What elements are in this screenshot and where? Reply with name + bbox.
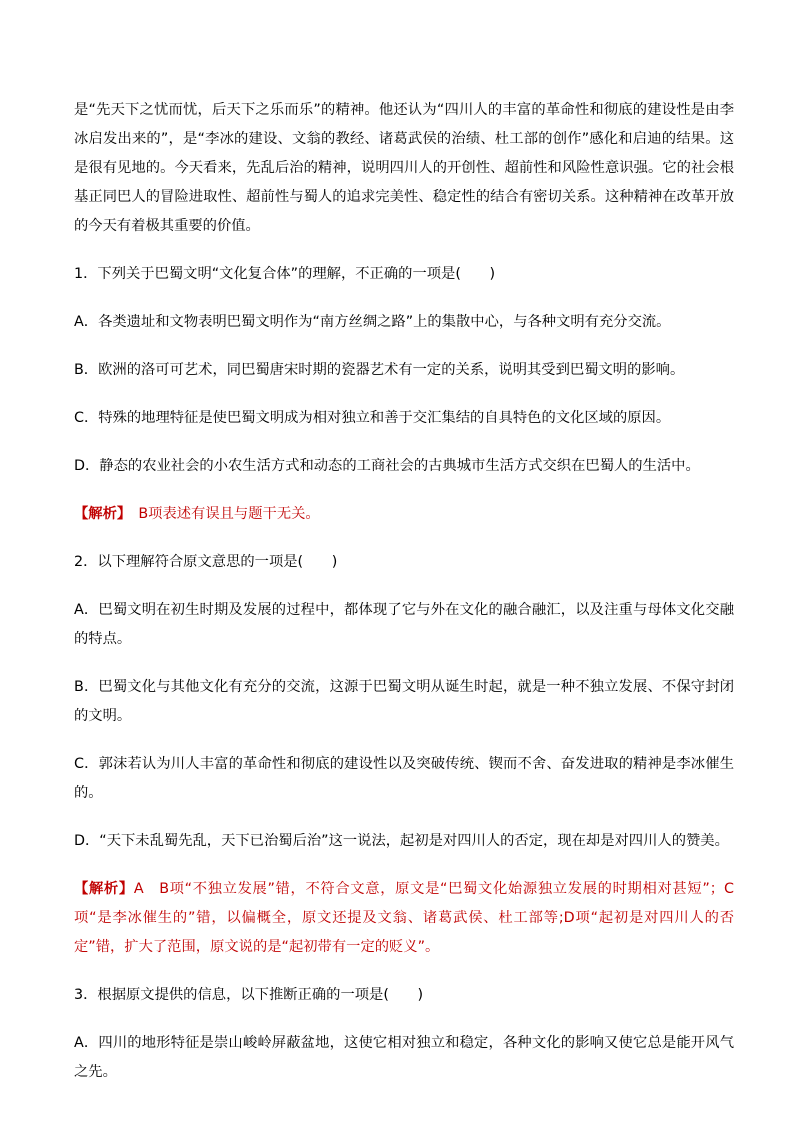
question-2-option-c: C．郭沫若认为川人丰富的革命性和彻底的建设性以及突破传统、锲而不舍、奋发进取的精神是李冰催生的。 <box>74 756 734 801</box>
question-3-stem: 3．根据原文提供的信息，以下推断正确的一项是( ) <box>74 987 424 1003</box>
question-2-option-a: A．巴蜀文明在初生时期及发展的过程中，都体现了它与外在文化的融合融汇，以及注重与母体文化交融的特点。 <box>74 602 734 647</box>
question-1-option-c: C．特殊的地理特征是使巴蜀文明成为相对独立和善于交汇集结的自具特色的文化区域的原因。 <box>74 410 671 426</box>
question-2-option-b: B．巴蜀文化与其他文化有充分的交流，这源于巴蜀文明从诞生时起，就是一种不独立发展、不保守封闭的文明。 <box>74 679 734 724</box>
analysis-text: B项表述有误且与题干无关。 <box>124 506 320 522</box>
analysis-tag: 【解析】 <box>74 881 134 897</box>
question-2-analysis <box>74 875 734 962</box>
question-1-option-d: D．静态的农业社会的小农生活方式和动态的工商社会的古典城市生活方式交织在巴蜀人的生活中。 <box>74 458 700 474</box>
question-3-option-a: A．四川的地形特征是崇山峻岭屏蔽盆地，这使它相对独立和稳定，各种文化的影响又使它总是能开风气之先。 <box>74 1035 734 1080</box>
analysis-tag: 【解析】 <box>74 506 125 522</box>
document-body <box>74 96 734 1087</box>
question-2-stem: 2．以下理解符合原文意思的一项是( ) <box>74 554 338 570</box>
question-1-option-a: A．各类遗址和文物表明巴蜀文明作为“南方丝绸之路”上的集散中心，与各种文明有充分交流。 <box>74 314 671 330</box>
question-1-option-b: B．欧洲的洛可可艺术，同巴蜀唐宋时期的瓷器艺术有一定的关系，说明其受到巴蜀文明的影响。 <box>74 362 685 378</box>
intro-paragraph: 是“先天下之忧而忧，后天下之乐而乐”的精神。他还认为“四川人的丰富的革命性和彻底的建设性是由李冰启发出来的”，是“李冰的建设、文翁的教经、诸葛武侯的治绩、杜工部的创作”感化和启迪的结果。这是很有见地的。今天看来，先乱后治的精神，说明四川人的开创性、超前性和风险性意识强。它的社会根基正同巴人的冒险进取性、超前性与蜀人的追求完美性、稳定性的结合有密切关系。这种精神在改革开放的今天有着极其重要的价值。 <box>74 102 734 234</box>
question-2-option-d: D．“天下未乱蜀先乱，天下已治蜀后治”这一说法，起初是对四川人的否定，现在却是对四川人的赞美。 <box>74 833 729 849</box>
question-1-analysis <box>74 500 734 529</box>
analysis-text: A B项“不独立发展”错，不符合文意，原文是“巴蜀文化始源独立发展的时期相对甚短”；C项“是李冰催生的”错，以偏概全，原文还提及文翁、诸葛武侯、杜工部等;D项“起初是对四川人的否定”错，扩大了范围，原文说的是“起初带有一定的贬义”。 <box>74 881 735 955</box>
question-1-stem: 1．下列关于巴蜀文明“文化复合体”的理解，不正确的一项是( ) <box>74 266 496 282</box>
